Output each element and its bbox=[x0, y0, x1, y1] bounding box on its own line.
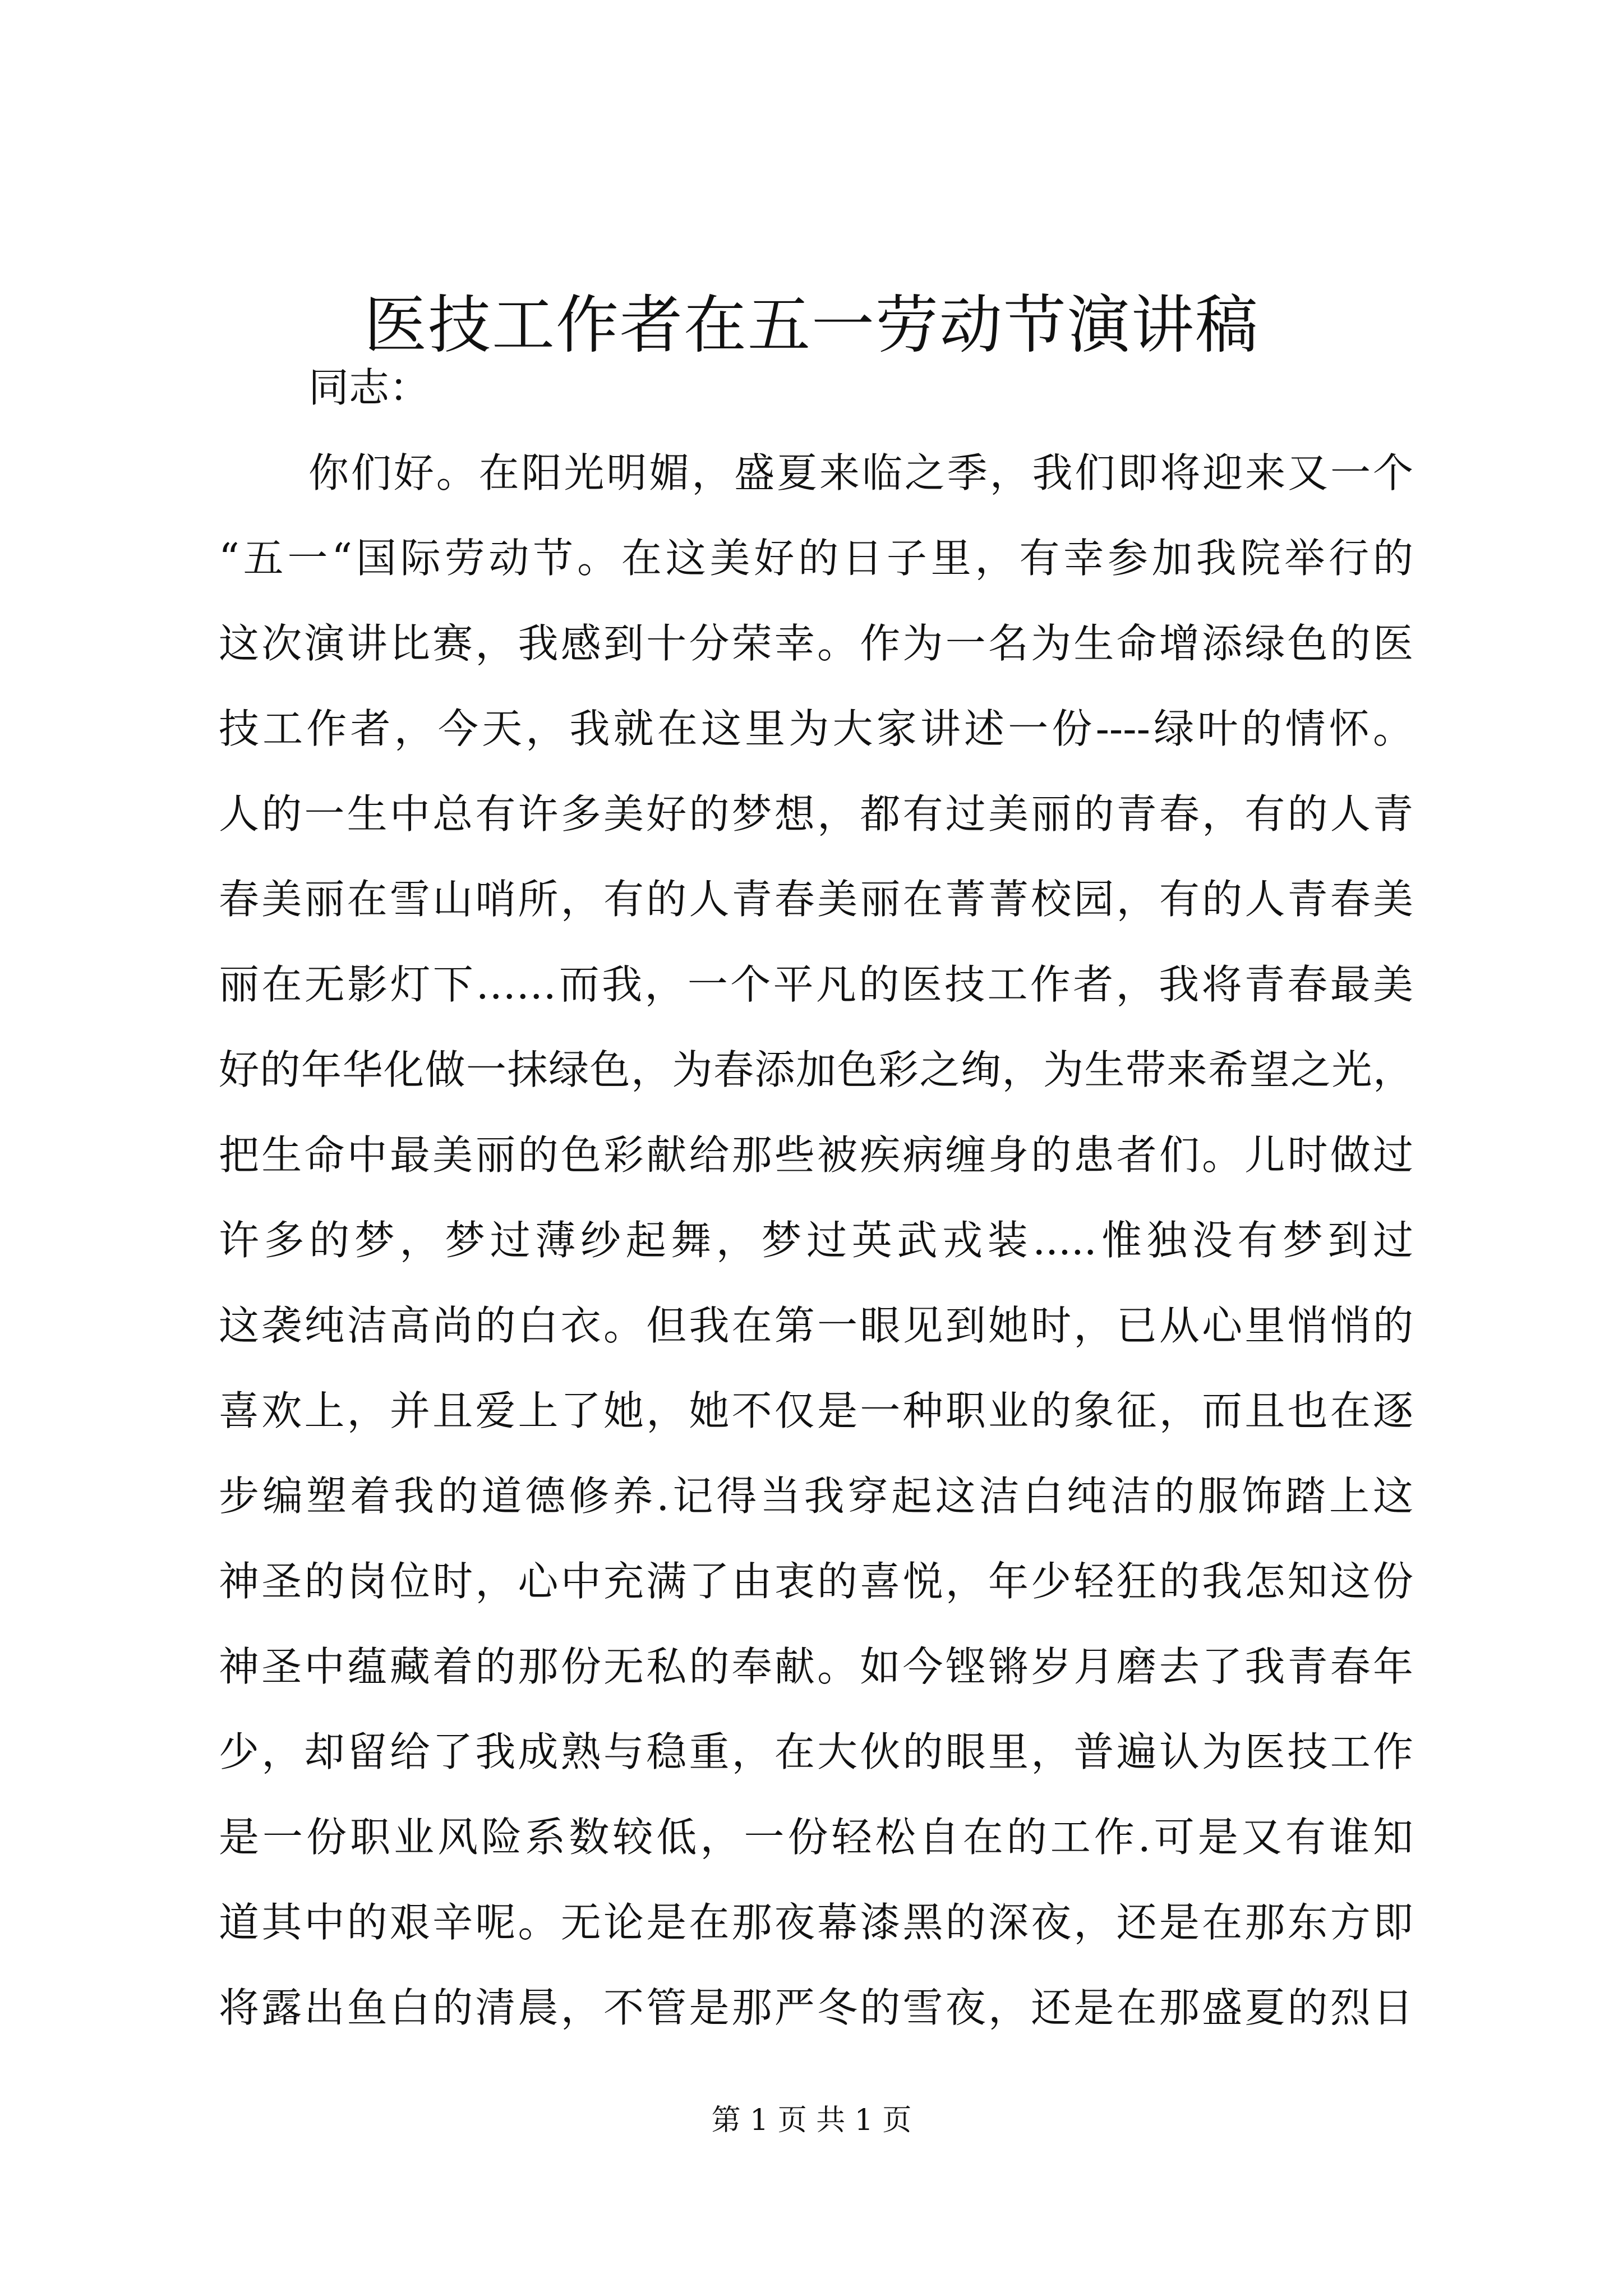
body-line: 这次演讲比赛，我感到十分荣幸。作为一名为生命增添绿色的医 bbox=[219, 620, 1413, 667]
body-line: 这袭纯洁高尚的白衣。但我在第一眼见到她时，已从心里悄悄的 bbox=[219, 1302, 1413, 1349]
page-footer: 第 1 页 共 1 页 bbox=[711, 2104, 912, 2137]
body-line: 神圣中蕴藏着的那份无私的奉献。如今铿锵岁月磨去了我青春年 bbox=[219, 1643, 1413, 1690]
body-line: 丽在无影灯下……而我，一个平凡的医技工作者，我将青春最美 bbox=[219, 961, 1413, 1008]
body-line: 人的一生中总有许多美好的梦想，都有过美丽的青春，有的人青 bbox=[219, 790, 1413, 838]
salutation: 同志： bbox=[308, 364, 430, 411]
body-line: 许多的梦，梦过薄纱起舞，梦过英武戎装.....惟独没有梦到过 bbox=[219, 1217, 1413, 1264]
body-line: 是一份职业风险系数较低，一份轻松自在的工作.可是又有谁知 bbox=[219, 1814, 1413, 1861]
body-line: 道其中的艰辛呢。无论是在那夜幕漆黑的深夜，还是在那东方即 bbox=[219, 1899, 1413, 1946]
body-line: 少，却留给了我成熟与稳重，在大伙的眼里，普遍认为医技工作 bbox=[219, 1728, 1413, 1775]
body-line: “五一“国际劳动节。在这美好的日子里，有幸参加我院举行的 bbox=[219, 535, 1413, 582]
body-line: 步编塑着我的道德修养.记得当我穿起这洁白纯洁的服饰踏上这 bbox=[219, 1473, 1413, 1520]
body-line: 你们好。在阳光明媚，盛夏来临之季，我们即将迎来又一个 bbox=[308, 449, 1413, 496]
body-line: 喜欢上，并且爱上了她，她不仅是一种职业的象征，而且也在逐 bbox=[219, 1387, 1413, 1434]
body-line: 将露出鱼白的清晨，不管是那严冬的雪夜，还是在那盛夏的烈日 bbox=[219, 1984, 1413, 2031]
document-body bbox=[219, 345, 1413, 2050]
body-line: 把生命中最美丽的色彩献给那些被疾病缠身的患者们。儿时做过 bbox=[219, 1131, 1413, 1179]
body-line: 春美丽在雪山哨所，有的人青春美丽在菁菁校园，有的人青春美 bbox=[219, 876, 1413, 923]
body-line: 好的年华化做一抹绿色，为春添加色彩之绚，为生带来希望之光， bbox=[219, 1046, 1413, 1093]
body-line: 技工作者，今天，我就在这里为大家讲述一份----绿叶的情怀。 bbox=[219, 705, 1413, 752]
document-title: 医技工作者在五一劳动节演讲稿 bbox=[364, 289, 1259, 362]
body-line: 神圣的岗位时，心中充满了由衷的喜悦，年少轻狂的我怎知这份 bbox=[219, 1558, 1413, 1605]
